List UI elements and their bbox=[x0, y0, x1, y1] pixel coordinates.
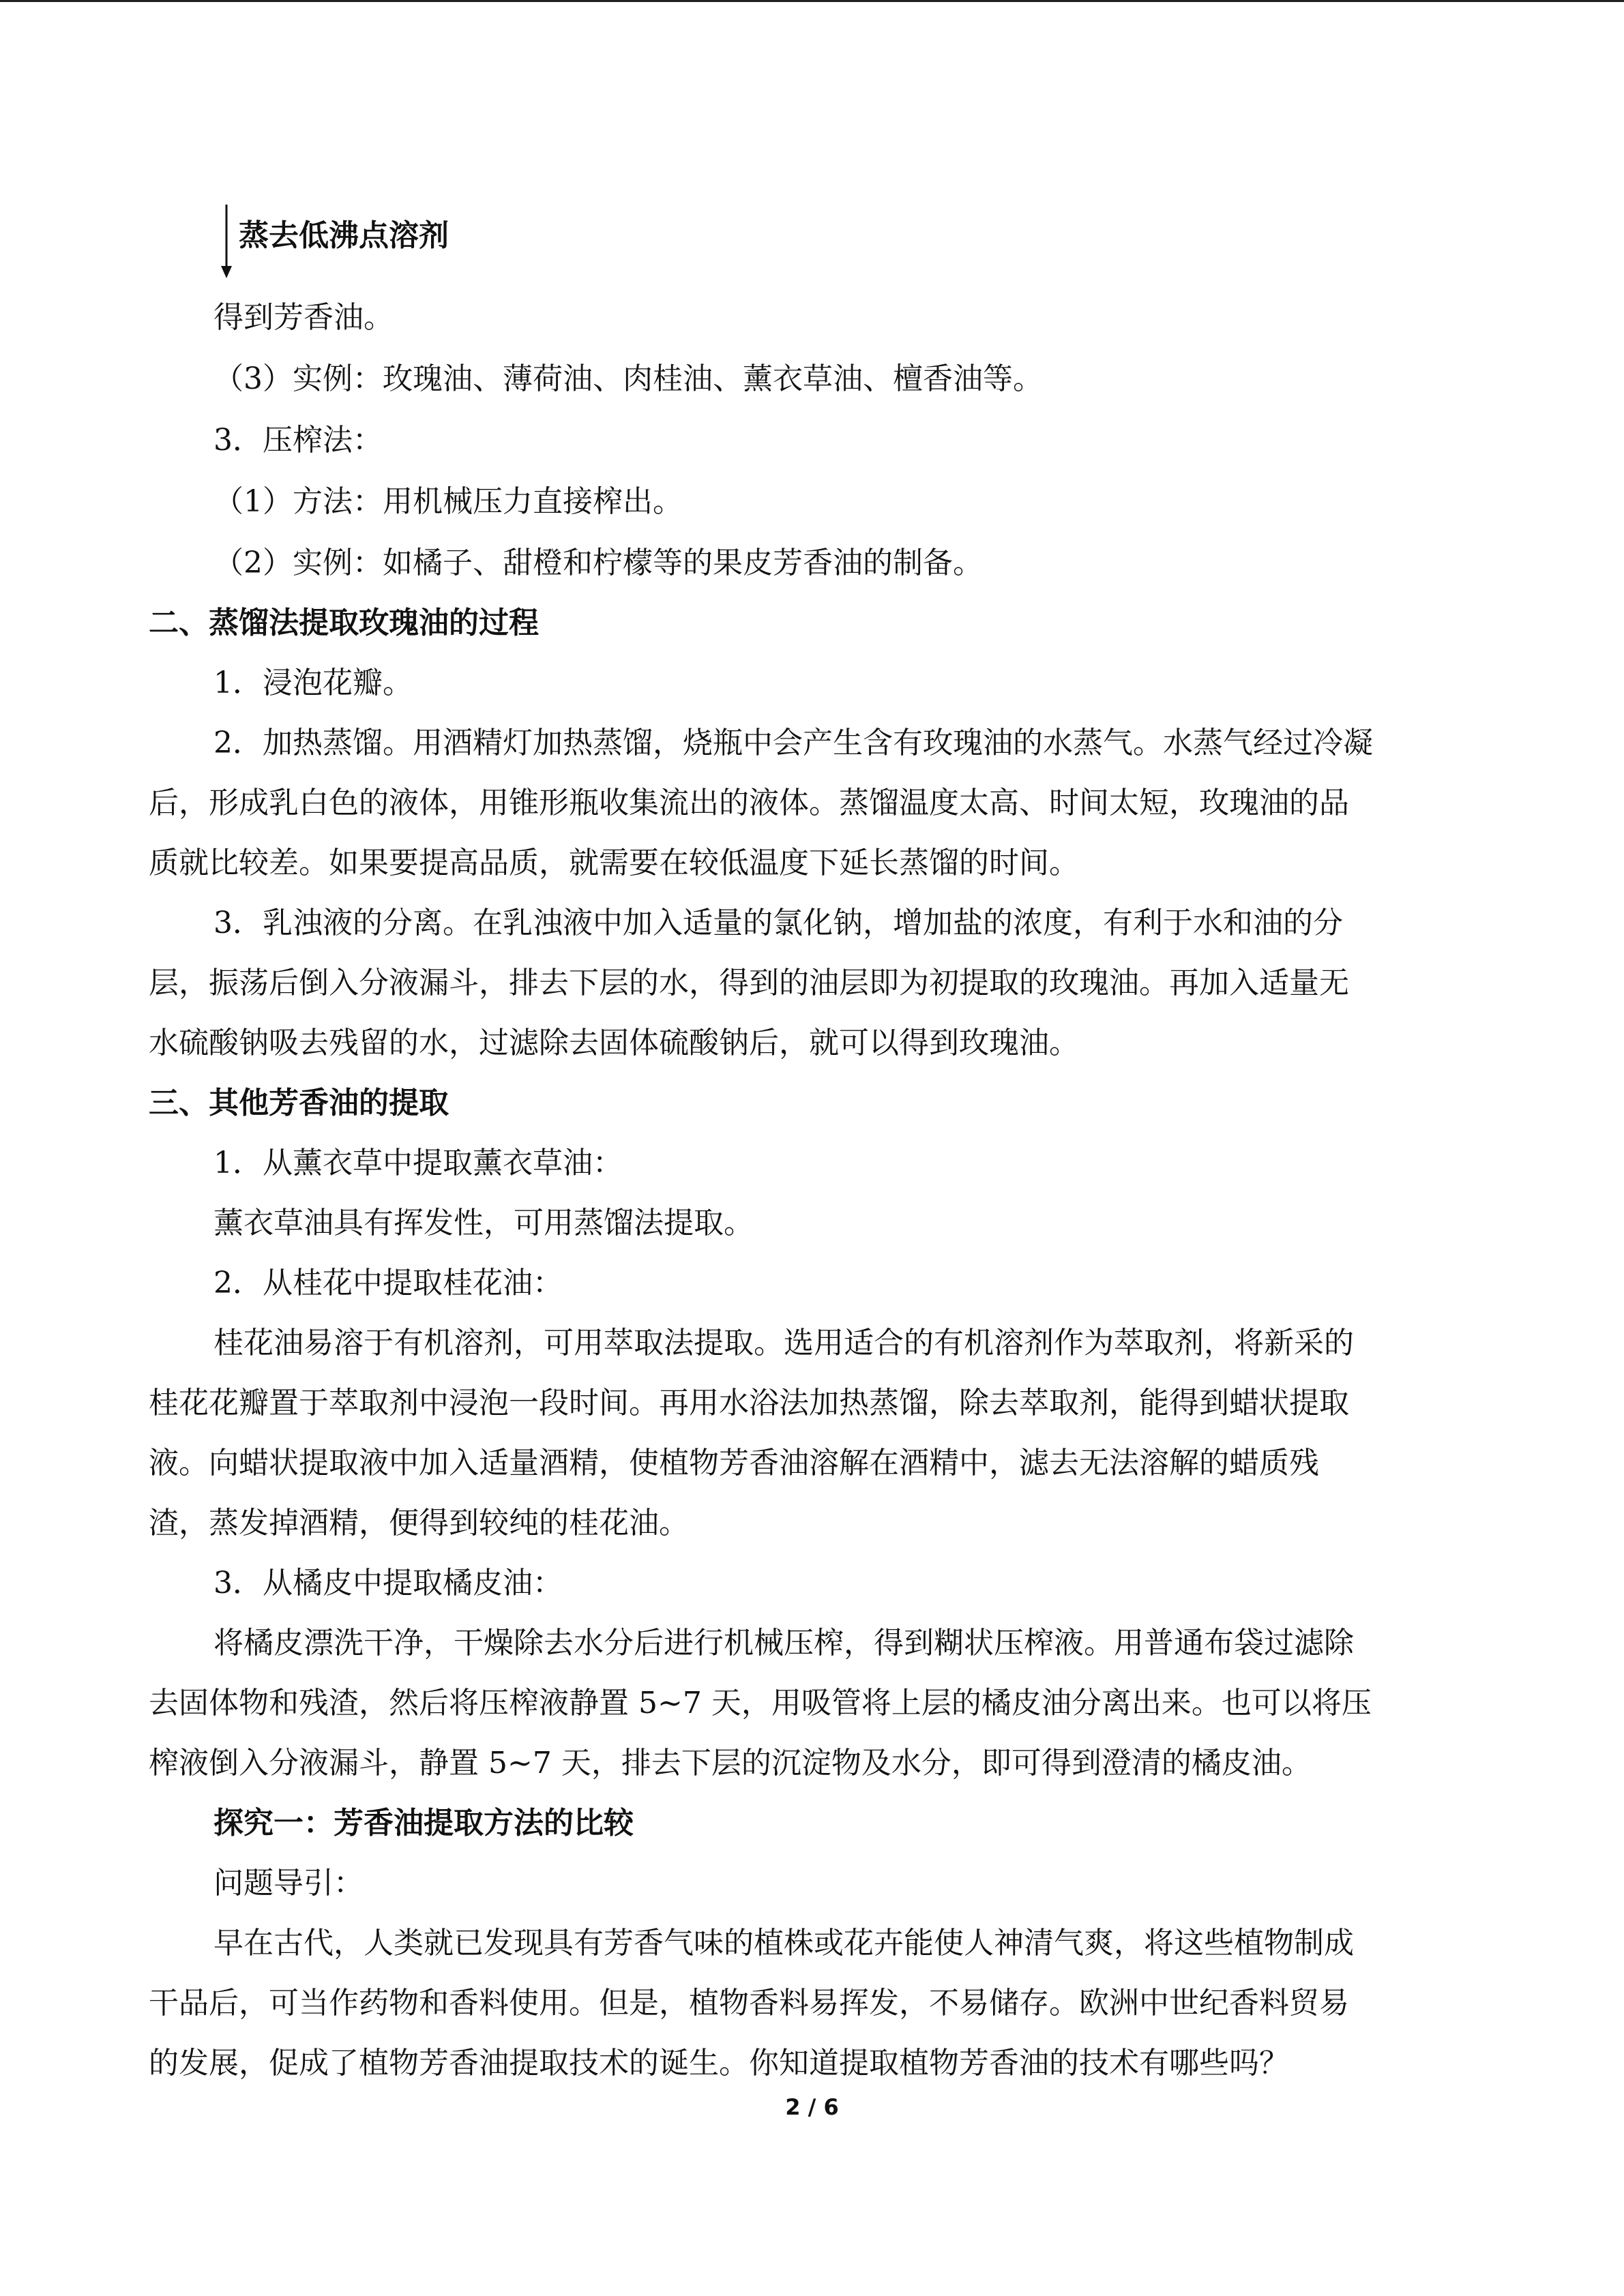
page-number: 2 / 6 bbox=[785, 2094, 839, 2120]
flow-step-label: 蒸去低沸点溶剂 bbox=[239, 218, 449, 253]
text-line: 桂花花瓣置于萃取剂中浸泡一段时间。再用水浴法加热蒸馏，除去萃取剂，能得到蜡状提取 bbox=[149, 1386, 1349, 1420]
text-line: 2．加热蒸馏。用酒精灯加热蒸馏，烧瓶中会产生含有玫瑰油的水蒸气。水蒸气经过冷凝 bbox=[213, 726, 1373, 760]
text-line: 问题导引： bbox=[213, 1866, 364, 1900]
text-line: 渣，蒸发掉酒精，便得到较纯的桂花油。 bbox=[149, 1506, 689, 1540]
text-line: 3．乳浊液的分离。在乳浊液中加入适量的氯化钠，增加盐的浓度，有利于水和油的分 bbox=[213, 906, 1343, 940]
text-line: 水硫酸钠吸去残留的水，过滤除去固体硫酸钠后，就可以得到玫瑰油。 bbox=[149, 1026, 1079, 1060]
text-line: 桂花油易溶于有机溶剂，可用萃取法提取。选用适合的有机溶剂作为萃取剂，将新采的 bbox=[213, 1326, 1354, 1360]
text-line: 得到芳香油。 bbox=[213, 300, 394, 335]
section-heading: 探究一：芳香油提取方法的比较 bbox=[213, 1806, 634, 1840]
section-heading: 二、蒸馏法提取玫瑰油的过程 bbox=[149, 606, 539, 640]
section-heading: 三、其他芳香油的提取 bbox=[149, 1086, 449, 1120]
text-line: 干品后，可当作药物和香料使用。但是，植物香料易挥发，不易储存。欧洲中世纪香料贸易 bbox=[149, 1986, 1349, 2021]
text-line: 1．从薰衣草中提取薰衣草油： bbox=[213, 1146, 623, 1180]
text-line: 的发展，促成了植物芳香油提取技术的诞生。你知道提取植物芳香油的技术有哪些吗？ bbox=[149, 2046, 1289, 2081]
text-line: 层，振荡后倒入分液漏斗，排去下层的水，得到的油层即为初提取的玫瑰油。再加入适量无 bbox=[149, 966, 1349, 1000]
text-line: 3．从橘皮中提取橘皮油： bbox=[213, 1566, 563, 1600]
text-line: 2．从桂花中提取桂花油： bbox=[213, 1266, 563, 1300]
text-line: 薰衣草油具有挥发性，可用蒸馏法提取。 bbox=[213, 1206, 754, 1240]
text-line: 质就比较差。如果要提高品质，就需要在较低温度下延长蒸馏的时间。 bbox=[149, 846, 1079, 880]
text-line: 液。向蜡状提取液中加入适量酒精，使植物芳香油溶解在酒精中，滤去无法溶解的蜡质残 bbox=[149, 1446, 1319, 1480]
text-line: （3）实例：玫瑰油、薄荷油、肉桂油、薰衣草油、檀香油等。 bbox=[213, 361, 1043, 396]
down-arrow-icon bbox=[213, 203, 240, 280]
text-line: 榨液倒入分液漏斗，静置 5~7 天，排去下层的沉淀物及水分，即可得到澄清的橘皮油。 bbox=[149, 1746, 1312, 1780]
text-line: 1．浸泡花瓣。 bbox=[213, 666, 413, 700]
text-line: 3．压榨法： bbox=[213, 423, 383, 458]
text-line: 将橘皮漂洗干净，干燥除去水分后进行机械压榨，得到糊状压榨液。用普通布袋过滤除 bbox=[213, 1626, 1354, 1660]
text-line: 去固体物和残渣，然后将压榨液静置 5~7 天，用吸管将上层的橘皮油分离出来。也可以将压 bbox=[149, 1686, 1372, 1720]
text-line: 后，形成乳白色的液体，用锥形瓶收集流出的液体。蒸馏温度太高、时间太短，玫瑰油的品 bbox=[149, 786, 1349, 820]
text-line: （2）实例：如橘子、甜橙和柠檬等的果皮芳香油的制备。 bbox=[213, 546, 983, 580]
text-line: 早在古代，人类就已发现具有芳香气味的植株或花卉能使人神清气爽，将这些植物制成 bbox=[213, 1926, 1354, 1960]
page-top-border bbox=[0, 0, 1624, 2]
text-line: （1）方法：用机械压力直接榨出。 bbox=[213, 484, 683, 519]
